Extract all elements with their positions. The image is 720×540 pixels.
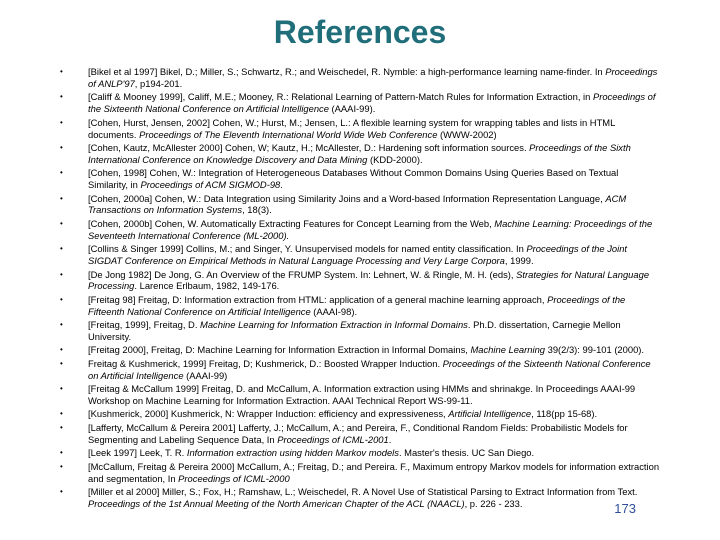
reference-text-tail: , 18(3). [242,204,272,216]
reference-item [60,243,660,267]
reference-item [60,461,660,485]
reference-list [60,66,660,511]
bullet-icon: • [60,294,63,304]
bullet-icon: • [60,422,63,432]
reference-text: [Cohen, 2000a] Cohen, W.: Data Integration using Similarity Joins and a Word-based Information Representation Language, [88,192,606,204]
bullet-icon: • [60,67,63,76]
reference-text: [Cohen, 2000b] Cohen, W. Automatically Extracting Features for Concept Learning from the Web, [88,217,495,229]
reference-item [60,422,660,446]
reference-text-tail: (KDD-2000). [367,153,423,165]
reference-text-tail: , p194-201. [134,77,183,89]
bullet-icon: • [60,486,63,496]
reference-item [60,408,660,420]
reference-text: [De Jong 1982] De Jong, G. An Overview of the FRUMP System. In: Lehnert, W. & Ringle, M. H. (eds), [88,268,517,280]
reference-text-tail: . Master's thesis. UC San Diego. [398,447,535,459]
reference-text: [Bikel et al 1997] Bikel, D.; Miller, S.; Schwartz, R.; and Weischedel, R. Nymble: a high-performance learning name-finder. In [88,66,606,77]
reference-text: [Cohen, Hurst, Jensen, 2002] Cohen, W.; Hurst, M.; Jensen, L.: A flexible learning system for wrapping tables and lists in HTML documents. [88,116,615,140]
reference-item [60,142,660,166]
reference-item [60,193,660,217]
reference-item [60,319,660,343]
bullet-icon: • [60,345,63,355]
reference-text-tail: 39(2/3): 99-101 (2000). [545,344,645,356]
slide-title: References [273,14,447,50]
reference-source: Machine Learning: Proceedings of the Seventeeth International Conference (ML-2000). [88,217,653,241]
reference-item [60,294,660,318]
reference-text-tail: , p. 226 - 233. [464,497,523,509]
reference-item [60,66,660,90]
reference-source: Proceedings of ICML-2000 [178,472,290,484]
reference-text-tail: (AAAI-98). [310,305,358,317]
reference-text: [Kushmerick, 2000] Kushmerick, N: Wrapper Induction: efficiency and expressiveness, [88,408,449,420]
reference-source: Proceedings of the Sixteenth National Conference on Artificial Intelligence [88,357,651,381]
reference-item [60,91,660,115]
reference-item [60,167,660,191]
bullet-icon: • [60,142,63,152]
reference-source: Proceedings of ICML-2001 [277,433,389,445]
reference-text-tail: . [280,179,283,191]
reference-text: [Lafferty, McCallum & Pereira 2001] Lafferty, J.; McCallum, A.; and Pereira, F., Conditional Random Fields: Probabilistic Models for Segmenting and Labeling Sequence Data, In [88,421,628,445]
reference-source: Information extraction using hidden Markov models [186,447,399,459]
reference-item [60,344,660,356]
reference-source: Proceedings of ACM SIGMOD-98 [140,179,281,191]
reference-source: Proceedings of the Joint SIGDAT Conference on Empirical Methods in Natural Language Processing and Very Large Corpora [88,243,628,267]
reference-source: Artificial Intelligence [448,408,532,420]
reference-text: [McCallum, Freitag & Pereira 2000] McCallum, A.; Freitag, D.; and Pereira. F., Maximum entropy Markov models for information extraction and segmentation, In [88,460,660,484]
reference-text: [Freitag 2000], Freitag, D: Machine Learning for Information Extraction in Informal Domains, [88,344,471,356]
reference-item [60,117,660,141]
reference-item [60,486,660,510]
bullet-icon: • [60,358,63,368]
reference-item [60,269,660,293]
reference-source: Machine Learning [470,344,545,356]
reference-item [60,447,660,459]
reference-source: ACM Transactions on Information Systems [88,192,627,216]
reference-text: Freitag & Kushmerick, 1999] Freitag, D; Kushmerick, D.: Boosted Wrapper Induction. [88,357,443,369]
bullet-icon: • [60,269,63,279]
reference-text: [Califf & Mooney 1999], Califf, M.E.; Mooney, R.: Relational Learning of Pattern-Match Rules for Information Extraction, in [88,91,593,103]
reference-text-tail: (AAAI-99) [183,369,228,381]
reference-text: [Miller et al 2000] Miller, S.; Fox, H.; Ramshaw, L.; Weischedel, R. A Novel Use of Statistical Parsing to Extract Information from Text. [88,485,638,497]
reference-text-tail: . [388,433,392,445]
reference-source: Proceedings of the 1st Annual Meeting of the North American Chapter of the ACL (NAACL) [88,497,465,509]
bullet-icon: • [60,320,63,330]
reference-source: Proceedings of The Eleventh International World Wide Web Conference [139,128,438,140]
bullet-icon: • [60,92,63,102]
bullet-icon: • [60,193,63,203]
reference-text-tail: , 118(pp 15-68). [531,408,598,420]
reference-text-tail: (WWW-2002) [437,128,497,140]
bullet-icon: • [60,384,63,394]
bullet-icon: • [60,168,63,178]
reference-text-tail: (AAAI-99). [328,103,376,115]
reference-source: Proceedings of ANLP'97 [88,66,658,89]
reference-text-tail: , 1999. [504,255,534,267]
page-number: 173 [614,501,636,516]
reference-text-tail: . Ph.D. dissertation, Carnegie Mellon University. [88,319,621,343]
bullet-icon: • [60,409,63,419]
bullet-icon: • [60,461,63,471]
bullet-icon: • [60,117,63,127]
reference-text: [Cohen, 1998] Cohen, W.: Integration of Heterogeneous Databases Without Common Domains Using Queries Based on Textual Similarity, in [88,167,619,191]
reference-item [60,218,660,242]
reference-source: Machine Learning for Information Extraction in Informal Domains [200,319,468,331]
reference-text-tail: . Larence Erlbaum, 1982, 149-176. [134,280,280,292]
reference-source: Proceedings of the Fifteenth National Conference on Artificial Intelligence [88,293,626,317]
reference-source: Proceedings of the Sixteenth National Conference on Artificial Intelligence [88,91,656,115]
bullet-icon: • [60,448,63,458]
reference-item [60,358,660,382]
reference-text: [Freitag, 1999], Freitag, D. [88,319,201,331]
reference-text: [Cohen, Kautz, McAllester 2000] Cohen, W; Kautz, H.; McAllester, D.: Hardening soft information sources. [88,141,530,153]
reference-text: [Freitag 98] Freitag, D: Information extraction from HTML: application of a general machine learning approach, [88,293,548,305]
reference-text: [Leek 1997] Leek, T. R. [88,447,187,459]
reference-source: Strategies for Natural Language Processing [88,268,650,292]
reference-item [60,383,660,407]
reference-source: Proceedings of the Sixth International Conference on Knowledge Discovery and Data Mining [88,141,631,165]
bullet-icon: • [60,218,63,228]
bullet-icon: • [60,244,63,254]
reference-text: [Freitag & McCallum 1999] Freitag, D. and McCallum, A. Information extraction using HMMs and shrinakge. In Proceedings AAAI-99 Workshop on Machine Learning for Information Extraction. AAAI Technical Report WS-99-11. [88,383,636,407]
reference-text: [Collins & Singer 1999] Collins, M.; and Singer, Y. Unsupervised models for named entity classification. In [88,243,527,255]
